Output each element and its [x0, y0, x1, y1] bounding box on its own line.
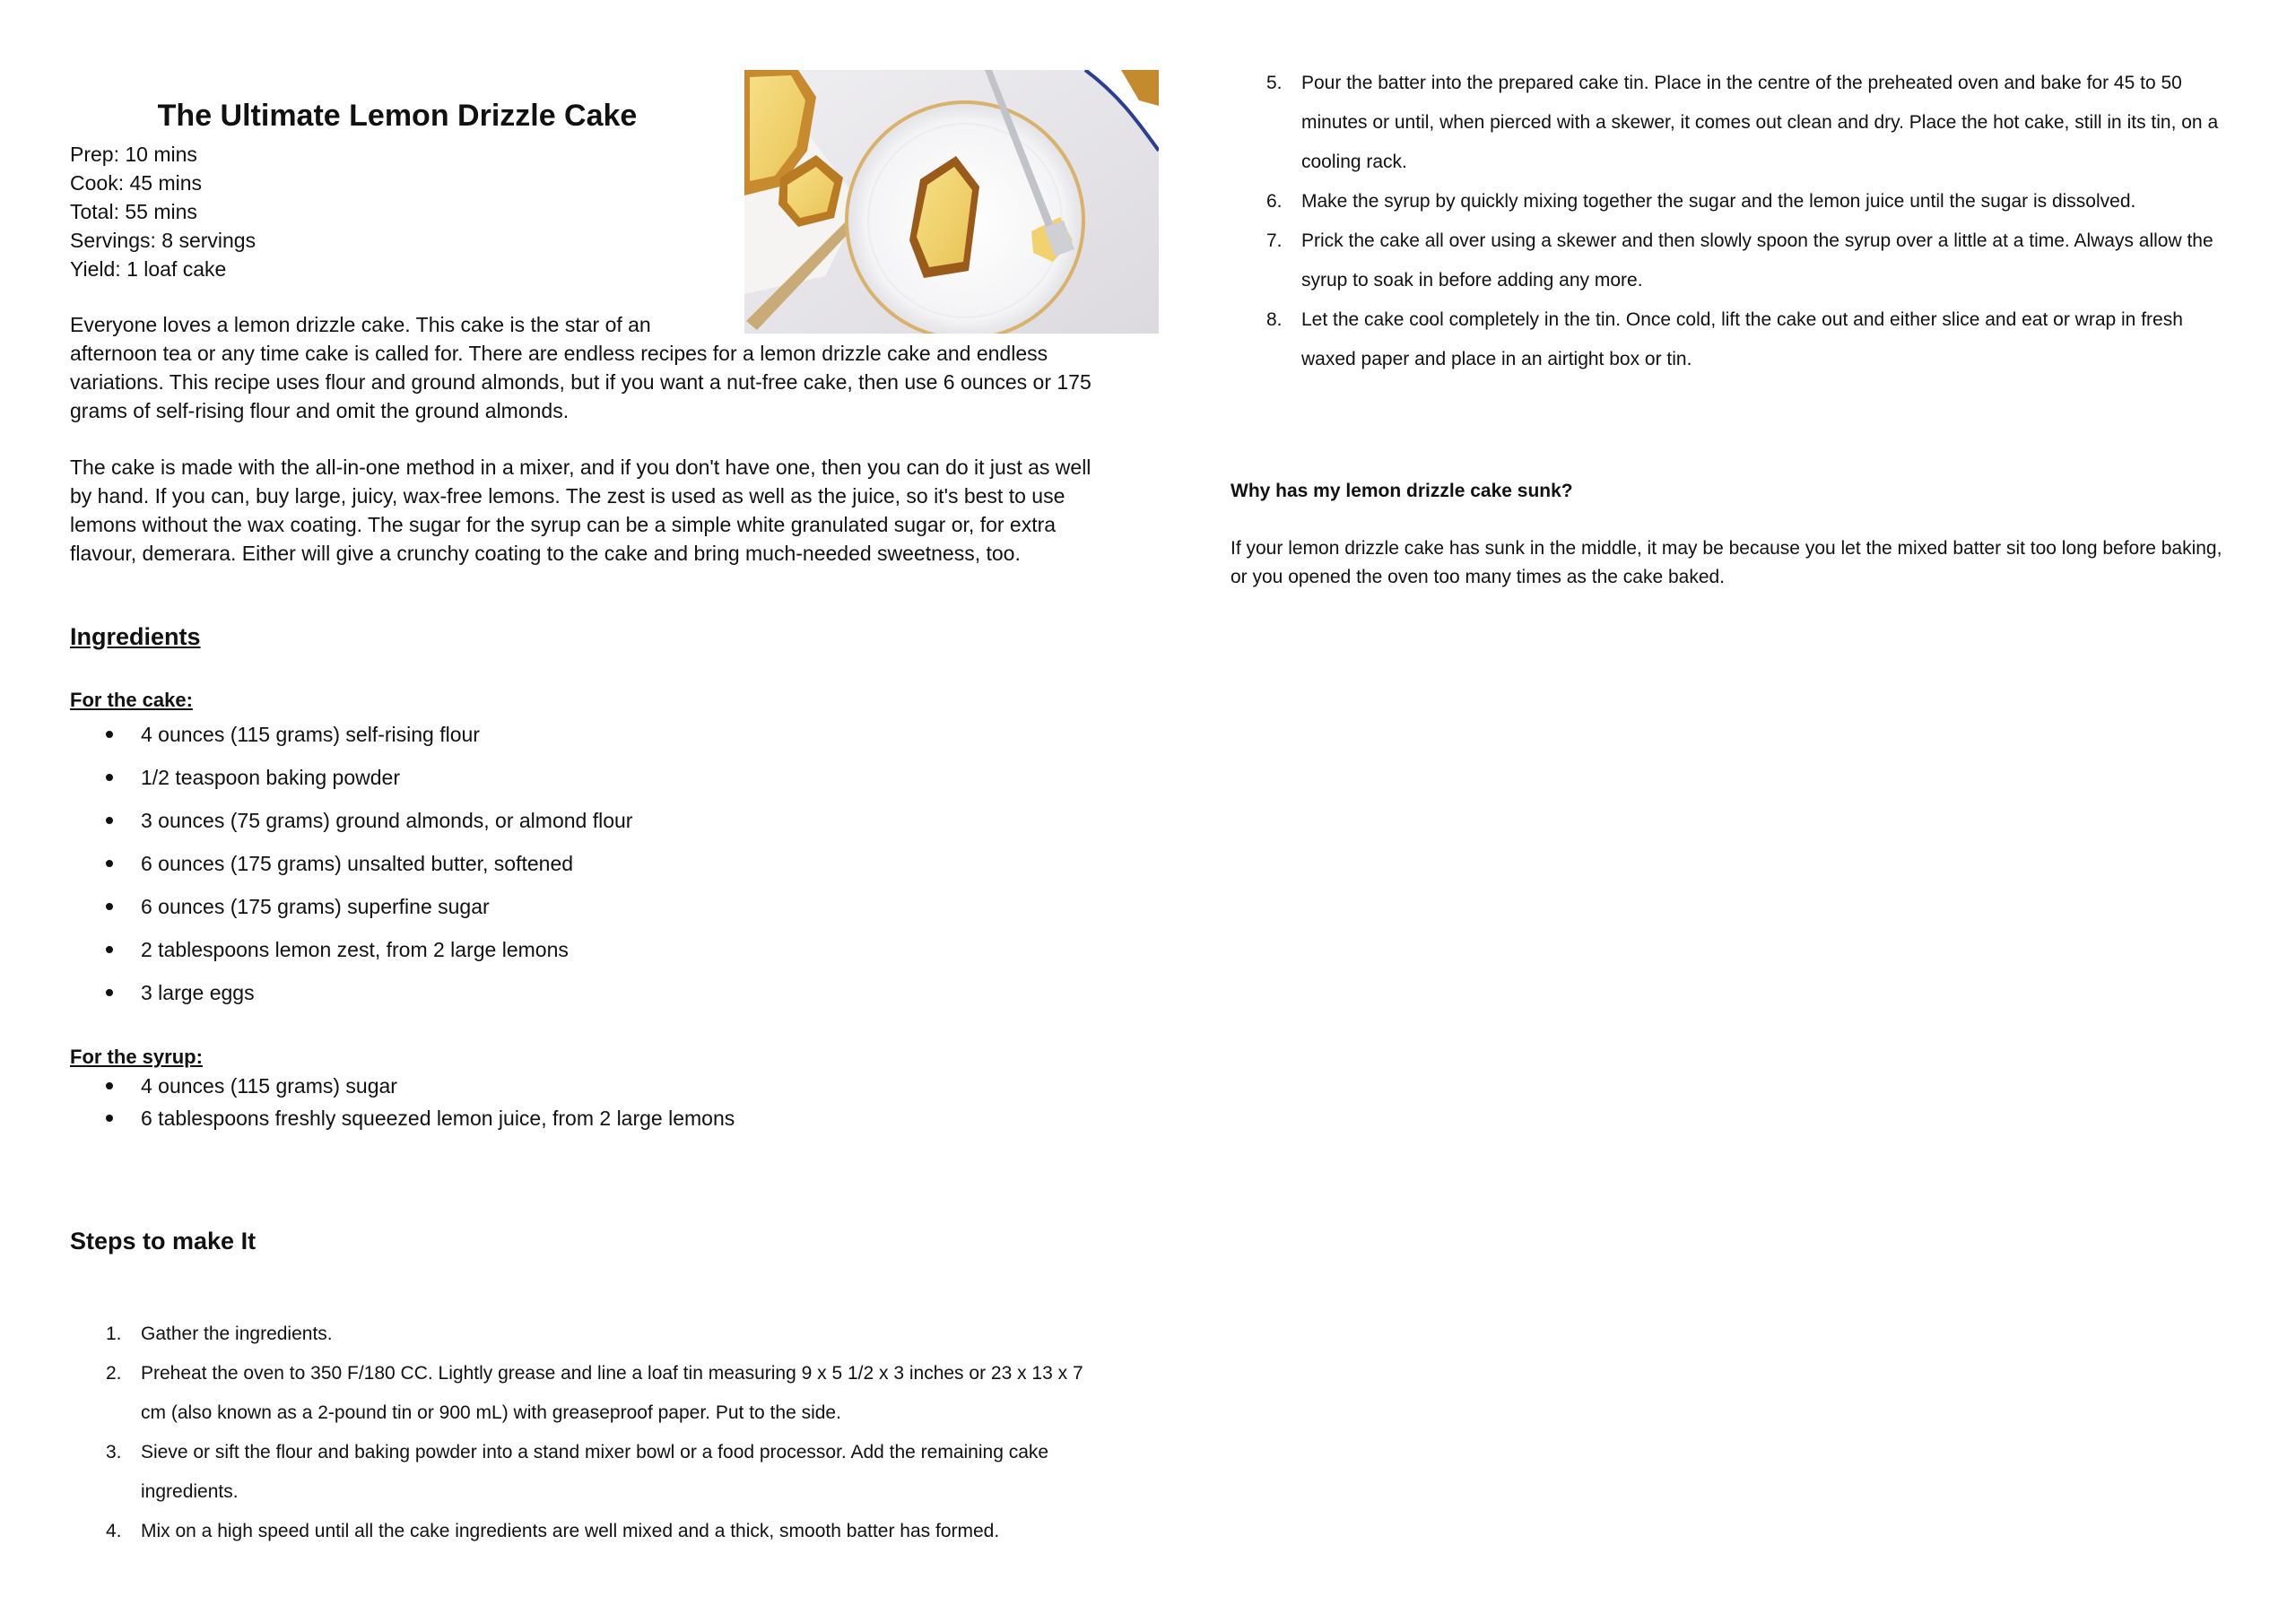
cake-ingredients-heading: For the cake: [70, 689, 193, 711]
step-text: Sieve or sift the flour and baking powder into a stand mixer bowl or a food processor. Add the remaining cake ingredients. [141, 1442, 1049, 1502]
list-item: 4 ounces (115 grams) sugar [70, 1070, 877, 1102]
intro-paragraph-1-first-line: Everyone loves a lemon drizzle cake. This cake is the star of an [70, 313, 651, 336]
list-item: 4 ounces (115 grams) self-rising flour [70, 713, 877, 756]
ingredients-heading: Ingredients [70, 623, 201, 650]
meta-cook: Cook: 45 mins [70, 171, 203, 195]
step-item [70, 1315, 1092, 1354]
steps-heading: Steps to make It [70, 1228, 257, 1254]
meta-servings: Servings: 8 servings [70, 229, 257, 252]
list-item: 3 large eggs [70, 971, 877, 1014]
list-item: 1/2 teaspoon baking powder [70, 756, 877, 799]
step-item [70, 1354, 1092, 1433]
list-item: 6 tablespoons freshly squeezed lemon juice, from 2 large lemons [70, 1102, 877, 1134]
faq-question: Why has my lemon drizzle cake sunk? [1231, 481, 1573, 501]
list-item: 6 ounces (175 grams) unsalted butter, softened [70, 842, 877, 885]
steps-list-right [1231, 64, 2235, 379]
step-item [70, 1433, 1092, 1512]
step-text: Prick the cake all over using a skewer and then slowly spoon the syrup over a little at a time. Always allow the syrup to soak in before adding any more. [1301, 230, 2213, 291]
intro-paragraph-1-rest: afternoon tea or any time cake is called for. There are endless recipes for a lemon drizzle cake and endless variations. This recipe uses flour and ground almonds, but if you want a nut-free cake, then use 6 ounces or 175 grams of self-rising flour and omit the ground almonds. [70, 342, 1091, 422]
intro-paragraph-2: The cake is made with the all-in-one method in a mixer, and if you don't have one, then you can do it just as well by hand. If you can, buy large, juicy, wax-free lemons. The zest is used as well as the juice, so it's best to use lemons without the wax coating. The sugar for the syrup can be a simple white granulated sugar or, for extra flavour, demerara. Either will give a crunchy coating to the cake and bring much-needed sweetness, too. [70, 456, 1091, 565]
step-number: 1. [106, 1324, 122, 1344]
list-item: 6 ounces (175 grams) superfine sugar [70, 885, 877, 928]
step-item [1231, 182, 2235, 221]
step-item [1231, 300, 2235, 379]
step-text: Pour the batter into the prepared cake tin. Place in the centre of the preheated oven and bake for 45 to 50 minutes or until, when pierced with a skewer, it comes out clean and dry. Place the hot cake, still in its tin, on a cooling rack. [1301, 73, 2219, 172]
list-item: 2 tablespoons lemon zest, from 2 large lemons [70, 928, 877, 971]
faq-answer: If your lemon drizzle cake has sunk in the middle, it may be because you let the mixed batter sit too long before baking, or you opened the oven too many times as the cake baked. [1231, 538, 2222, 587]
step-number: 6. [1266, 191, 1283, 212]
intro-paragraph-1 [70, 310, 1128, 425]
meta-yield: Yield: 1 loaf cake [70, 257, 227, 281]
step-item [1231, 64, 2235, 182]
recipe-meta [70, 140, 256, 283]
steps-list-left [70, 1315, 1092, 1551]
meta-total: Total: 55 mins [70, 200, 197, 223]
list-item: 3 ounces (75 grams) ground almonds, or almond flour [70, 799, 877, 842]
step-text: Mix on a high speed until all the cake ingredients are well mixed and a thick, smooth batter has formed. [141, 1521, 1000, 1541]
step-text: Make the syrup by quickly mixing together the sugar and the lemon juice until the sugar is dissolved. [1301, 191, 2136, 212]
step-text: Let the cake cool completely in the tin. Once cold, lift the cake out and either slice and eat or wrap in fresh waxed paper and place in an airtight box or tin. [1301, 309, 2183, 369]
step-item [1231, 221, 2235, 300]
step-number: 3. [106, 1442, 122, 1462]
syrup-ingredients-heading: For the syrup: [70, 1046, 203, 1068]
step-item [70, 1512, 1092, 1551]
cake-ingredients-list [70, 713, 877, 1014]
step-number: 8. [1266, 309, 1283, 330]
step-text: Gather the ingredients. [141, 1324, 333, 1344]
syrup-ingredients-list [70, 1070, 877, 1134]
step-number: 4. [106, 1521, 122, 1541]
step-number: 5. [1266, 73, 1283, 93]
recipe-title: The Ultimate Lemon Drizzle Cake [157, 99, 638, 133]
cake-photo [744, 70, 1159, 334]
step-number: 2. [106, 1363, 122, 1384]
step-text: Preheat the oven to 350 F/180 CC. Lightly grease and line a loaf tin measuring 9 x 5 1/2 x 3 inches or 23 x 13 x 7 cm (also known as a 2-pound tin or 900 mL) with greaseproof paper. Put to the side. [141, 1363, 1083, 1423]
meta-prep: Prep: 10 mins [70, 143, 197, 166]
step-number: 7. [1266, 230, 1283, 251]
